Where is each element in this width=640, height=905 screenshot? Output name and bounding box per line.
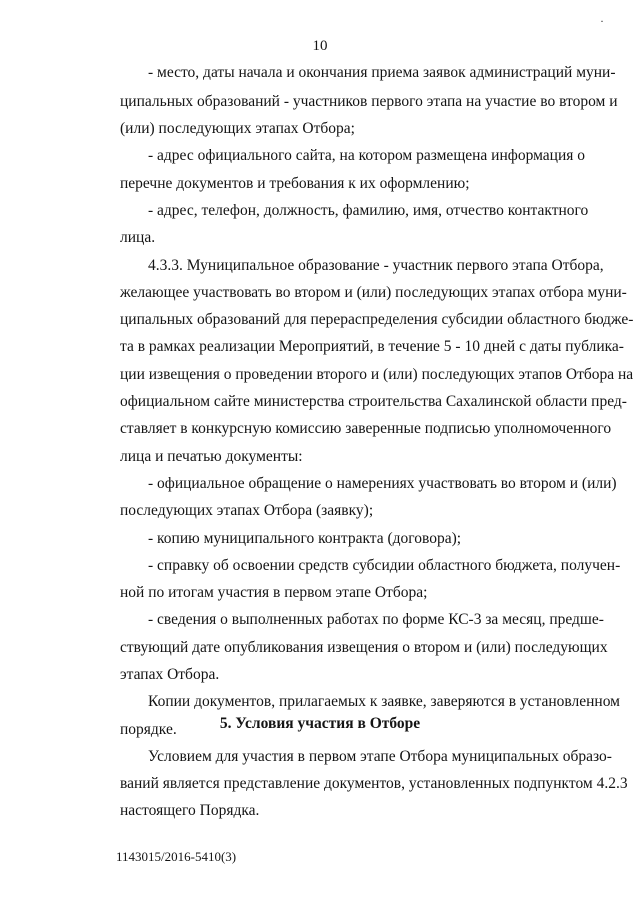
text-line: официальном сайте министерства строительства Сахалинской области пред- [120, 393, 627, 410]
text-line: ствующий дате опубликования извещения о втором и (или) последующих [120, 639, 608, 656]
text-line: перечне документов и требования к их оформлению; [120, 175, 470, 192]
section-heading: 5. Условия участия в Отборе [219, 715, 421, 732]
text-line: настоящего Порядка. [120, 802, 260, 819]
text-line: желающее участвовать во втором и (или) последующих этапах отбора муни- [120, 284, 627, 301]
text-line: - адрес официального сайта, на котором размещена информация о [148, 147, 586, 164]
text-line: Условием для участия в первом этапе Отбора муниципальных образо- [148, 748, 612, 765]
text-line: последующих этапах Отбора (заявку); [120, 502, 374, 519]
text-line: - место, даты начала и окончания приема заявок администраций муни- [148, 64, 616, 81]
text-line: - копию муниципального контракта (договора); [148, 530, 462, 547]
text-line: лица. [120, 229, 156, 246]
text-line: ставляет в конкурсную комиссию заверенные подписью уполномоченного [120, 420, 612, 437]
text-line: ваний является представление документов, установленных подпунктом 4.2.3 [120, 775, 628, 792]
text-line: этапах Отбора. [120, 666, 220, 683]
text-line: порядке. [120, 721, 177, 738]
text-line: (или) последующих этапах Отбора; [120, 120, 355, 137]
text-line: лица и печатью документы: [120, 448, 303, 465]
text-line: ципальных образований - участников первого этапа на участие во втором и [120, 93, 618, 110]
text-line: - адрес, телефон, должность, фамилию, имя, отчество контактного [148, 202, 589, 219]
text-line: - официальное обращение о намерениях участвовать во втором и (или) [148, 475, 617, 492]
text-line: - сведения о выполненных работах по форме КС-3 за месяц, предше- [148, 611, 604, 628]
text-line: та в рамках реализации Мероприятий, в течение 5 - 10 дней с даты публика- [120, 338, 624, 355]
corner-mark: · [600, 14, 604, 28]
text-line: 4.3.3. Муниципальное образование - участник первого этапа Отбора, [148, 257, 604, 274]
text-line: ципальных образований для перераспределения субсидии областного бюдже- [120, 311, 634, 328]
text-line: ной по итогам участия в первом этапе Отбора; [120, 584, 428, 601]
footer-code: 1143015/2016-5410(3) [116, 849, 237, 864]
text-line: ции извещения о проведении второго и (или) последующих этапов Отбора на [120, 366, 634, 383]
text-line: Копии документов, прилагаемых к заявке, заверяются в установленном [148, 693, 620, 710]
text-line: - справку об освоении средств субсидии областного бюджета, получен- [148, 557, 621, 574]
page-number: 10 [312, 38, 328, 54]
